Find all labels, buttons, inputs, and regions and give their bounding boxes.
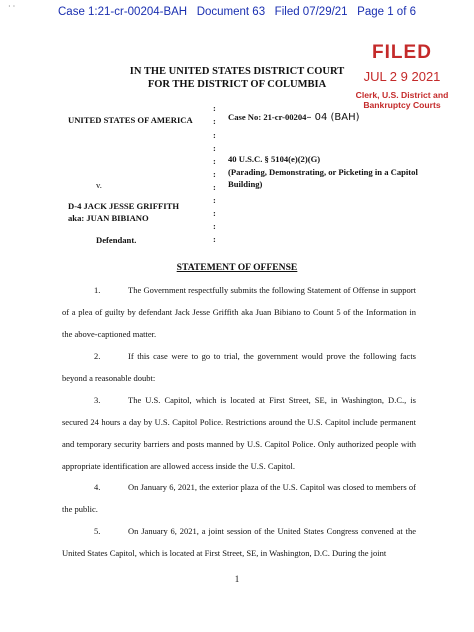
caption-colon: : [213,221,216,231]
paragraph-number: 4. [94,482,101,492]
paragraph-1 [62,279,416,345]
case-number-handwritten: – 04 (BAH) [306,112,360,123]
filed-stamp-clerk: Clerk, U.S. District and [355,90,449,100]
caption-colon: : [213,169,216,179]
paragraph-number: 3. [94,395,101,405]
caption-colon: : [213,103,216,113]
ecf-header: Case 1:21-cr-00204-BAH Document 63 Filed 07/29/21 Page 1 of 6 [58,6,416,18]
page-number: 1 [234,574,240,584]
paragraph-number: 1. [94,285,101,295]
plaintiff-name: UNITED STATES OF AMERICA [68,115,193,125]
case-number [228,112,360,123]
paragraph-4 [62,476,416,520]
court-name-line2: FOR THE DISTRICT OF COLUMBIA [147,79,327,90]
caption-colon: : [213,156,216,166]
filed-stamp-date: JUL 2 9 2021 [363,69,441,84]
versus: v. [96,180,102,190]
caption-colon: : [213,195,216,205]
margin-mark: · · [8,2,16,11]
paragraph-text: The U.S. Capitol, which is located at First Street, SE, in Washington, D.C., is secured 24 hours a day by U.S. Capitol Police. Restrictions around the U.S. Capitol include permanent and temporary security barriers and posts manned by U.S. Capitol Police. Only authorized people with appropriate identification are allowed access inside the U.S. Capitol. [62,395,416,471]
paragraph-text: If this case were to go to trial, the government would prove the following facts beyond a reasonable doubt: [62,351,416,383]
defendant-name: D-4 JACK JESSE GRIFFITH [68,201,180,211]
defendant-aka: aka: JUAN BIBIANO [68,213,149,223]
paragraph-5 [62,520,416,564]
filed-stamp [352,42,452,110]
case-number-typed: Case No: 21-cr-00204 [228,112,307,122]
caption-colon: : [213,143,216,153]
paragraph-3 [62,389,416,477]
document-title: STATEMENT OF OFFENSE [176,262,298,273]
charge-description: (Parading, Demonstrating, or Picketing in a Capitol Building) [228,167,418,189]
filed-stamp-courts: Bankruptcy Courts [363,100,441,110]
paragraph-number: 2. [94,351,101,361]
paragraph-2 [62,345,416,389]
caption-colon: : [213,182,216,192]
defendant-label: Defendant. [96,235,137,245]
filed-stamp-title: FILED [372,42,432,63]
paragraph-text: On January 6, 2021, the exterior plaza of the U.S. Capitol was closed to members of the public. [62,482,416,514]
caption-colon: : [213,208,216,218]
caption-colon: : [213,130,216,140]
paragraph-text: The Government respectfully submits the following Statement of Offense in support of a plea of guilty by defendant Jack Jesse Griffith aka Juan Bibiano to Count 5 of the Information in the above-captioned matter. [62,285,416,339]
court-name-line1: IN THE UNITED STATES DISTRICT COURT [129,66,345,77]
paragraph-number: 5. [94,526,101,536]
caption-colon: : [213,234,216,244]
statute-citation: 40 U.S.C. § 5104(e)(2)(G) [228,154,321,164]
paragraph-text: On January 6, 2021, a joint session of the United States Congress convened at the United States Capitol, which is located at First Street, SE, in Washington, D.C. During the joint [62,526,416,558]
caption-colon: : [213,116,216,126]
